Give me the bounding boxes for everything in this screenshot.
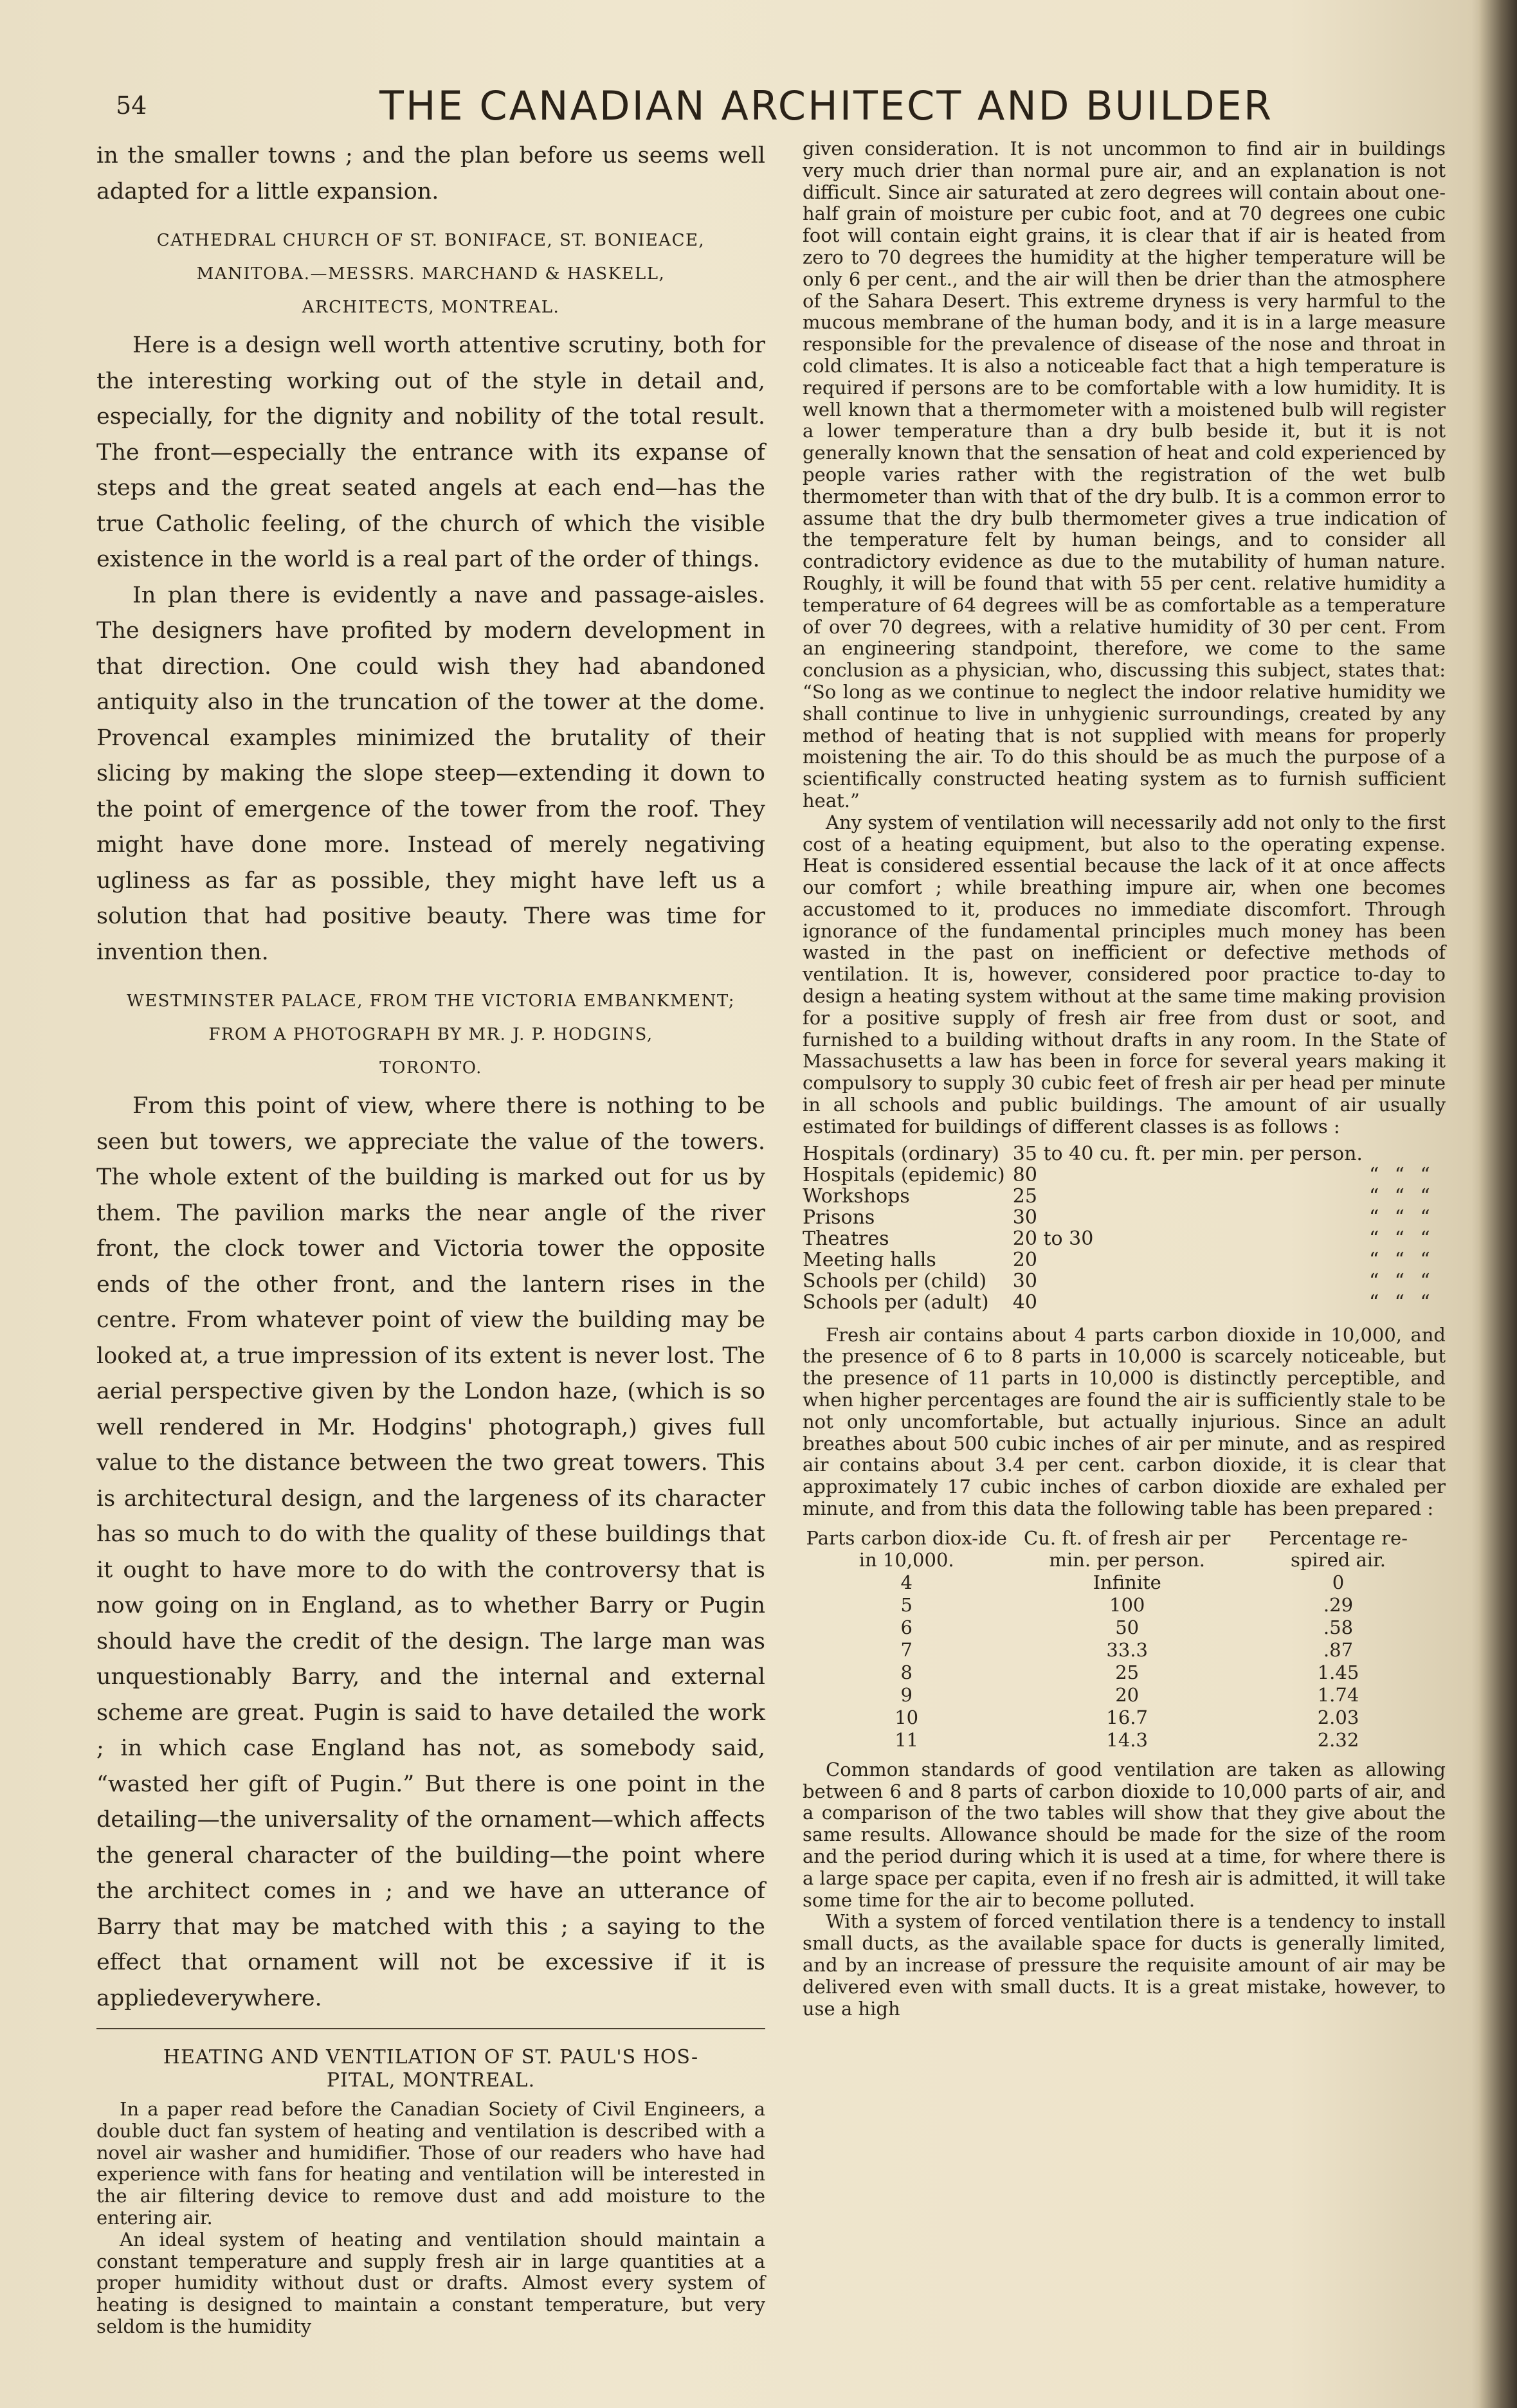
- heating-paragraph-1: In a paper read before the Canadian Society of Civil Engineers, a double duct fan system of heating and ventilation is described with a novel air washer and humidifier. Those of our readers who have had experience with fans for heating and ventilation will be interested in the air filtering device to remove dust and add moisture to the entering air.: [96, 2098, 765, 2229]
- table-cell: 10: [895, 1706, 919, 1728]
- heading-line: HEATING AND VENTILATION OF ST. PAUL'S HOS-: [163, 2046, 699, 2069]
- table-cell: Hospitals (ordinary): [803, 1142, 999, 1165]
- table-cell: 30: [1012, 1269, 1037, 1292]
- table-row: [803, 1684, 1433, 1706]
- table-cell: Hospitals (epidemic): [803, 1163, 1005, 1186]
- table-cell: 25: [1115, 1661, 1140, 1683]
- table-cell: “: [1394, 1269, 1404, 1292]
- table-cell: “: [1420, 1184, 1430, 1208]
- table-cell: “: [1368, 1163, 1379, 1186]
- table-cell: 100: [1109, 1593, 1145, 1616]
- table-cell: 11: [895, 1728, 919, 1751]
- page-binding-shadow: [1478, 0, 1517, 2408]
- journal-masthead: THE CANADIAN ARCHITECT AND BUILDER: [379, 82, 1273, 129]
- table-cell: Meeting halls: [803, 1248, 936, 1271]
- table-cell: 35 to 40 cu. ft. per min. per person.: [1012, 1142, 1363, 1165]
- table-cell: “: [1368, 1290, 1379, 1314]
- table-cell: 16.7: [1106, 1706, 1148, 1728]
- table-cell: 30: [1012, 1206, 1037, 1229]
- table-cell: “: [1368, 1269, 1379, 1292]
- table-cell: “: [1394, 1290, 1404, 1314]
- table-cell: “: [1394, 1248, 1404, 1271]
- table-cell: .87: [1323, 1638, 1354, 1661]
- table-row: [803, 1249, 1446, 1271]
- table-row: [803, 1207, 1446, 1228]
- table-cell: “: [1420, 1290, 1430, 1314]
- cathedral-paragraph-1: Here is a design well worth attentive scrutiny, both for the interesting working out of the style in detail and, especially, for the dignity and nobility of the total result. The front—especially the entrance with its expanse of steps and the great seated angels at each end—has the true Catholic feeling, of the church of which the visible existence in the world is a real part of the order of things.: [96, 332, 765, 572]
- right-column: [803, 138, 1446, 2020]
- caption-line: FROM A PHOTOGRAPH BY MR. J. P. HODGINS,: [208, 1025, 653, 1044]
- table-cell: “: [1420, 1248, 1430, 1271]
- table-cell: “: [1420, 1163, 1430, 1186]
- table-row: [803, 1571, 1433, 1594]
- table-cell: “: [1368, 1206, 1379, 1229]
- table-row: [803, 1271, 1446, 1292]
- table-row: [803, 1594, 1433, 1616]
- table-row: [803, 1661, 1433, 1684]
- page-number: 54: [116, 91, 147, 120]
- intro-paragraph: in the smaller towns ; and the plan before us seems well adapted for a little expansion.: [96, 143, 765, 204]
- caption-line: CATHEDRAL CHURCH OF ST. BONIFACE, ST. BONIEACE,: [156, 231, 705, 250]
- table-cell: Theatres: [803, 1227, 889, 1250]
- table-cell: “: [1368, 1248, 1379, 1271]
- caption-line: TORONTO.: [379, 1058, 482, 1078]
- table-cell: 7: [900, 1638, 913, 1661]
- table-row: [803, 1706, 1433, 1729]
- table-cell: “: [1394, 1206, 1404, 1229]
- table-cell: .29: [1323, 1593, 1354, 1616]
- table-row: [803, 1729, 1433, 1752]
- table-cell: 6: [900, 1616, 913, 1638]
- heating-heading: [96, 2046, 765, 2092]
- table-cell: Workshops: [803, 1184, 910, 1208]
- table-cell: Schools per (adult): [803, 1290, 989, 1314]
- table-row: [803, 1228, 1446, 1249]
- table-cell: “: [1420, 1269, 1430, 1292]
- table-cell: 1.74: [1317, 1683, 1359, 1706]
- table-row: [803, 1292, 1446, 1313]
- table-cell: 25: [1012, 1184, 1037, 1208]
- table-cell: 33.3: [1106, 1638, 1148, 1661]
- left-column: [96, 138, 765, 2338]
- table-cell: “: [1420, 1227, 1430, 1250]
- table-cell: 2.03: [1317, 1706, 1359, 1728]
- caption-line: MANITOBA.—MESSRS. MARCHAND & HASKELL,: [196, 264, 666, 284]
- cathedral-paragraph-2: In plan there is evidently a nave and passage-aisles. The designers have profited by modern development in that direction. One could wish they had abandoned antiquity also in the truncation of the tower at the dome. Provencal examples minimized the brutality of their slicing by making the slope steep—extending it down to the point of emergence of the tower from the roof. They might have done more. Instead of merely negativing ugliness as far as possible, they might have left us a solution that had positive beauty. There was time for invention then.: [96, 582, 765, 965]
- table-row: [803, 1616, 1433, 1639]
- table-row: [803, 1186, 1446, 1207]
- section-divider: [96, 2028, 765, 2029]
- heading-line: PITAL, MONTREAL.: [326, 2069, 536, 2092]
- humidity-paragraph: given consideration. It is not uncommon to find air in buildings very much drier than normal pure air, and an explanation is not difficult. Since air saturated at zero degrees will contain about one-half grain of moisture per cubic foot, and at 70 degrees one cubic foot will contain eight grains, it is clear that if air is heated from zero to 70 degrees the humidity at the higher temperature will be only 6 per cent., and the air will then be drier than the atmosphere of the Sahara Desert. This extreme dryness is very harmful to the mucous membrane of the human body, and it is in a large measure responsible for the prevalence of disease of the nose and throat in cold climates. It is also a noticeable fact that a high temperature is required if persons are to be comfortable with a low humidity. It is well known that a thermometer with a moistened bulb will register a lower temperature than a dry bulb beside it, but it is not generally known that the sensation of heat and cold experienced by people varies rather with the registration of the wet bulb thermometer than with that of the dry bulb. It is a common error to assume that the dry bulb thermometer gives a true indication of the temperature felt by human beings, and to consider all contradictory evidence as due to the mutability of human nature. Roughly, it will be found that with 55 per cent. relative humidity a temperature of 64 degrees will be as comfortable as a temperature of over 70 degrees, with a relative humidity of 30 per cent. From an engineering standpoint, therefore, we come to the same conclusion as a physician, who, discussing this subject, states that: “So long as we continue to neglect the indoor relative humidity we shall continue to live in unhygienic surroundings, created by any method of heating that is not supplied with means for properly moistening the air. To do this should be as much the purpose of a scientifically constructed heating system as to furnish sufficient heat.”: [803, 138, 1446, 811]
- caption-line: ARCHITECTS, MONTREAL.: [302, 298, 560, 317]
- table-cell: “: [1368, 1227, 1379, 1250]
- table-cell: 8: [900, 1661, 913, 1683]
- table-cell: “: [1394, 1184, 1404, 1208]
- table-cell: Infinite: [1093, 1571, 1161, 1593]
- ventilation-paragraph: Any system of ventilation will necessarily add not only to the first cost of a heating equipment, but also to the operating expense. Heat is considered essential because the lack of it at once affects our comfort ; while breathing impure air, when one becomes accustomed to it, produces no immediate discomfort. Through ignorance of the fundamental principles much money has been wasted in the past on inefficient or defective methods of ventilation. It is, however, considered poor practice to-day to design a heating system without at the same time making provision for a positive supply of fresh air free from dust or soot, and furnished to a building without drafts in any room. In the State of Massachusetts a law has been in force for several years making it compulsory to supply 30 cubic feet of fresh air per head per minute in all schools and public buildings. The amount of air usually estimated for buildings of different classes is as follows :: [803, 811, 1446, 1137]
- table-cell: 5: [900, 1593, 913, 1616]
- table-cell: 40: [1012, 1290, 1037, 1314]
- table-cell: 4: [900, 1571, 913, 1593]
- carbon-dioxide-paragraph: Fresh air contains about 4 parts carbon dioxide in 10,000, and the presence of 6 to 8 parts in 10,000 is scarcely noticeable, but the presence of 11 parts in 10,000 is distinctly perceptible, and when higher percentages are found the air is sufficiently stale to be not only uncomfortable, but actually injurious. Since an adult breathes about 500 cubic inches of air per minute, and as respired air contains about 3.4 per cent. carbon dioxide, it is clear that approximately 17 cubic inches of carbon dioxide are exhaled per minute, and from this data the following table has been prepared :: [803, 1323, 1446, 1520]
- table-cell: 50: [1115, 1616, 1140, 1638]
- heating-paragraph-2: An ideal system of heating and ventilation should maintain a constant temperature and supply fresh air in large quantities at a proper humidity without dust or drafts. Almost every system of heating is designed to maintain a constant temperature, but very seldom is the humidity: [96, 2228, 765, 2337]
- caption-line: WESTMINSTER PALACE, FROM THE VICTORIA EMBANKMENT;: [126, 991, 736, 1011]
- standards-paragraph: Common standards of good ventilation are taken as allowing between 6 and 8 parts of carbon dioxide to 10,000 parts of air, and a comparison of the two tables will show that they give about the same results. Allowance should be made for the size of the room and the period during which it is used at a time, for where there is a large space per capita, even if no fresh air is admitted, it will take some time for the air to become polluted.: [803, 1758, 1446, 1911]
- table-cell: .58: [1323, 1616, 1354, 1638]
- air-requirements-table: [803, 1143, 1446, 1313]
- westminster-caption: [96, 984, 765, 1085]
- table-cell: 2.32: [1317, 1728, 1359, 1751]
- table-row: [803, 1639, 1433, 1661]
- table-header: Parts carbon diox-ide in 10,000.: [806, 1526, 1007, 1571]
- table-cell: Prisons: [803, 1206, 875, 1229]
- table-cell: “: [1394, 1163, 1404, 1186]
- table-header: Percentage re-spired air.: [1268, 1526, 1408, 1571]
- table-cell: 20: [1115, 1683, 1140, 1706]
- table-cell: 9: [900, 1683, 913, 1706]
- cathedral-caption: [96, 224, 765, 324]
- table-cell: 80: [1012, 1163, 1037, 1186]
- table-row: [803, 1164, 1446, 1186]
- table-cell: 20 to 30: [1012, 1227, 1094, 1250]
- carbon-dioxide-table: [803, 1526, 1433, 1752]
- forced-ventilation-paragraph: With a system of forced ventilation there is a tendency to install small ducts, as the available space for ducts is generally limited, and by an increase of pressure the requisite amount of air may be delivered even with small ducts. It is a great mistake, however, to use a high: [803, 1910, 1446, 2020]
- table-cell: 1.45: [1317, 1661, 1359, 1683]
- table-cell: 20: [1012, 1248, 1037, 1271]
- table-row: [803, 1143, 1446, 1164]
- table-header: Cu. ft. of fresh air per min. per person.: [1024, 1526, 1231, 1571]
- table-cell: 0: [1332, 1571, 1345, 1593]
- table-cell: 14.3: [1106, 1728, 1148, 1751]
- table-cell: “: [1420, 1206, 1430, 1229]
- westminster-paragraph: From this point of view, where there is nothing to be seen but towers, we appreciate the value of the towers. The whole extent of the building is marked out for us by them. The pavilion marks the near angle of the river front, the clock tower and Victoria tower the opposite ends of the other front, and the lantern rises in the centre. From whatever point of view the building may be looked at, a true impression of its extent is never lost. The aerial perspective given by the London haze, (which is so well rendered in Mr. Hodgins' photograph,) gives full value to the distance between the two great towers. This is architectural design, and the largeness of its character has so much to do with the quality of these buildings that it ought to have more to do with the controversy that is now going on in England, as to whether Barry or Pugin should have the credit of the design. The large man was unquestionably Barry, and the internal and external scheme are great. Pugin is said to have detailed the work ; in which case England has not, as somebody said, “wasted her gift of Pugin.” But there is one point in the detailing—the universality of the ornament—which affects the general character of the building—the point where the architect comes in ; and we have an utterance of Barry that may be matched with this ; a saying to the effect that ornament will not be excessive if it is appliedeverywhere.: [96, 1093, 765, 2011]
- table-cell: “: [1394, 1227, 1404, 1250]
- table-cell: “: [1368, 1184, 1379, 1208]
- table-cell: Schools per (child): [803, 1269, 987, 1292]
